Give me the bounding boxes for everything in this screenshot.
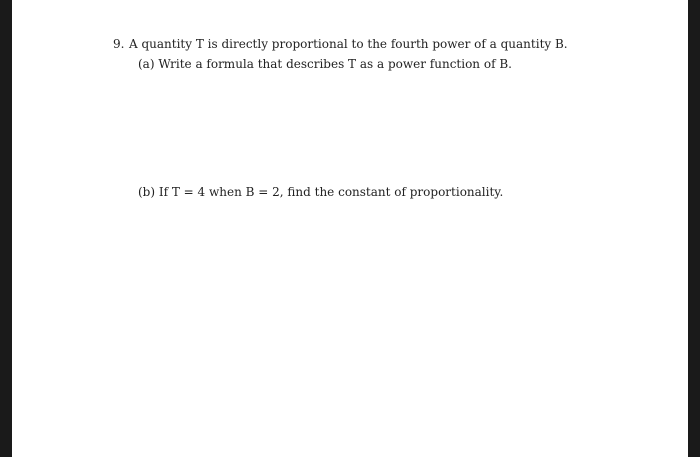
- right-border: [688, 0, 700, 457]
- question-text: A quantity T is directly proportional to the fourth power of a quantity B.: [129, 37, 568, 51]
- part-b-text: (b) If T = 4 when B = 2, find the constant of proportionality.: [138, 185, 504, 199]
- part-a-text: (a) Write a formula that describes T as a power function of B.: [138, 57, 512, 71]
- document-page: [12, 0, 688, 457]
- left-border: [0, 0, 12, 457]
- question-number: 9.: [113, 37, 125, 51]
